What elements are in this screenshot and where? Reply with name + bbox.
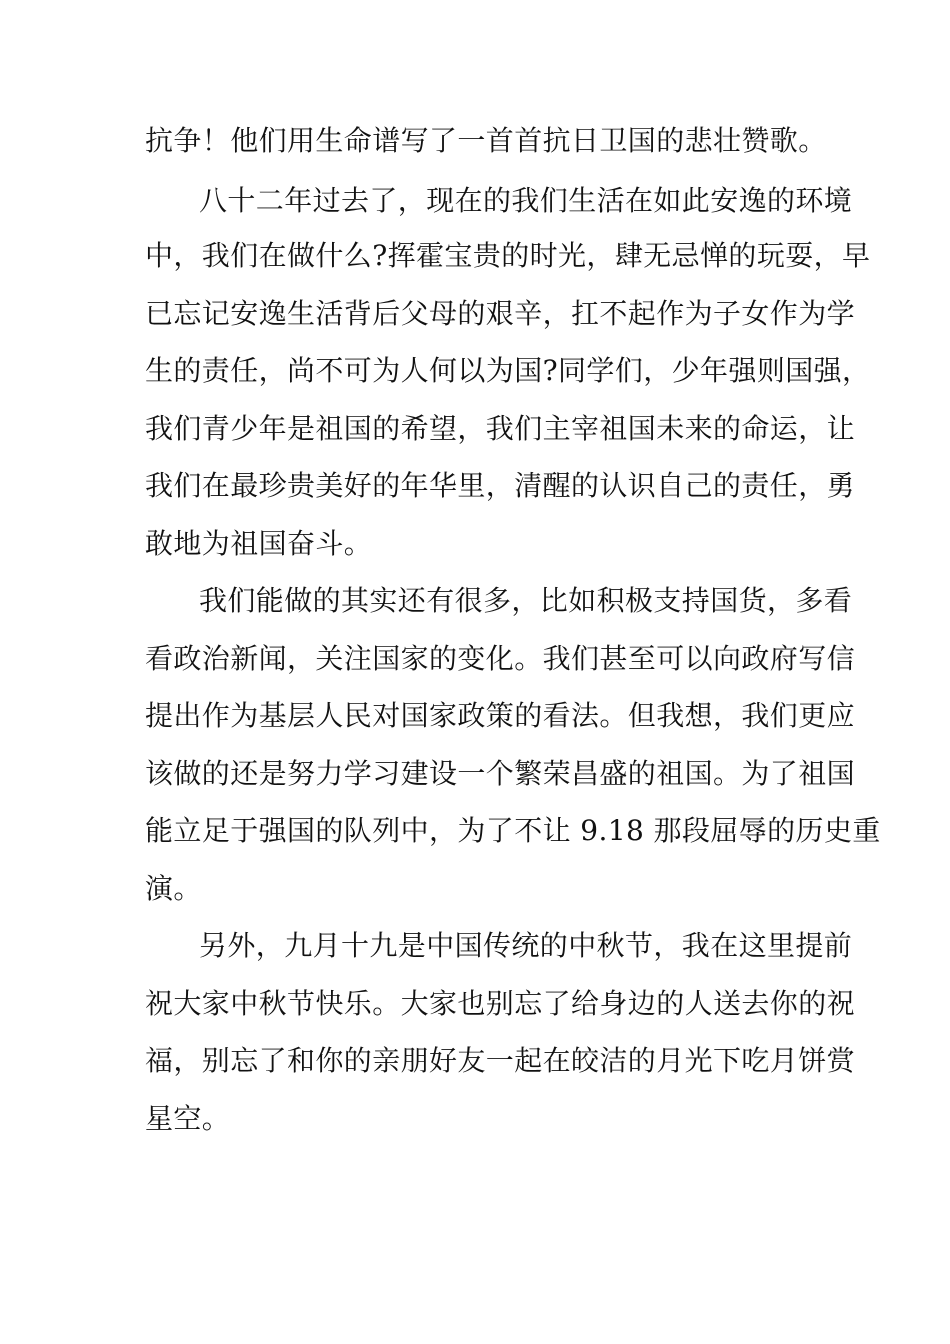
text-line: 祝大家中秋节快乐。大家也别忘了给身边的人送去你的祝 xyxy=(145,987,856,1020)
text-line: 看政治新闻，关注国家的变化。我们甚至可以向政府写信 xyxy=(145,642,856,675)
text-line: 演。 xyxy=(145,872,202,905)
text-line: 我们在最珍贵美好的年华里，清醒的认识自己的责任，勇 xyxy=(145,469,856,502)
text-line: 生的责任，尚不可为人何以为国?同学们，少年强则国强， xyxy=(145,354,871,387)
text-line: 星空。 xyxy=(145,1102,231,1135)
text-line: 抗争！他们用生命谱写了一首首抗日卫国的悲壮赞歌。 xyxy=(145,124,827,157)
paragraph-first-line: 八十二年过去了，现在的我们生活在如此安逸的环境 xyxy=(199,184,853,217)
text-line: 提出作为基层人民对国家政策的看法。但我想，我们更应 xyxy=(145,699,856,732)
text-line: 敢地为祖国奋斗。 xyxy=(145,527,373,560)
text-line: 我们青少年是祖国的希望，我们主宰祖国未来的命运，让 xyxy=(145,412,856,445)
text-line: 已忘记安逸生活背后父母的艰辛，扛不起作为子女作为学 xyxy=(145,297,856,330)
paragraph-first-line: 我们能做的其实还有很多，比如积极支持国货，多看 xyxy=(199,584,853,617)
text-line: 中，我们在做什么?挥霍宝贵的时光，肆无忌惮的玩耍，早 xyxy=(145,239,871,272)
text-line: 福，别忘了和你的亲朋好友一起在皎洁的月光下吃月饼赏 xyxy=(145,1044,856,1077)
text-line: 该做的还是努力学习建设一个繁荣昌盛的祖国。为了祖国 xyxy=(145,757,856,790)
paragraph-first-line: 另外，九月十九是中国传统的中秋节，我在这里提前 xyxy=(199,929,853,962)
text-line: 能立足于强国的队列中，为了不让 9.18 那段屈辱的历史重 xyxy=(145,814,881,847)
